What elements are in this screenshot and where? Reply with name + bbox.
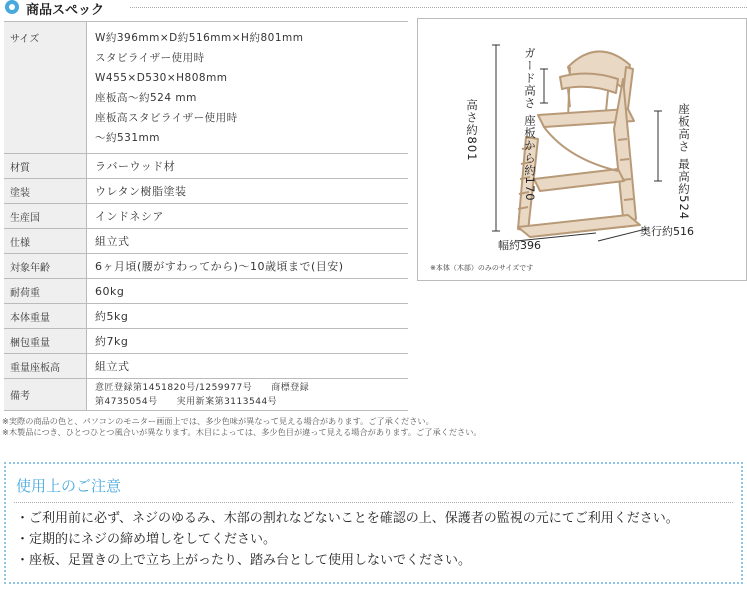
size-line: 座板高〜約524 mm xyxy=(95,91,197,104)
seat-height-label: 座板高さ 最高約524 xyxy=(677,103,691,221)
table-row-size xyxy=(4,22,408,154)
size-line: 座板高スタビライザー使用時 xyxy=(95,111,238,124)
table-row xyxy=(4,179,408,204)
height-label: 高さ約801 xyxy=(465,99,479,162)
table-row xyxy=(4,354,408,379)
table-row xyxy=(4,329,408,354)
table-row xyxy=(4,229,408,254)
row-label: 材質 xyxy=(4,154,87,179)
section-title: 商品スペック xyxy=(26,3,105,18)
row-value: ウレタン樹脂塗装 xyxy=(87,179,409,204)
row-label: サイズ xyxy=(4,22,87,154)
row-value: 約7kg xyxy=(87,329,409,354)
spec-table xyxy=(4,21,408,411)
chair-dimension-figure xyxy=(417,18,747,281)
list-item: ・定期的にネジの締め増しをしてください。 xyxy=(16,532,277,547)
table-row xyxy=(4,279,408,304)
row-value: ラバーウッド材 xyxy=(87,154,409,179)
row-value: 6ヶ月頃(腰がすわってから)〜10歳頃まで(目安) xyxy=(87,254,409,279)
size-line: スタビライザー使用時 xyxy=(95,51,205,64)
width-label: 幅約396 xyxy=(498,239,541,252)
depth-label: 奥行約516 xyxy=(640,225,694,238)
row-value: インドネシア xyxy=(87,204,409,229)
row-value: 組立式 xyxy=(87,354,409,379)
table-row xyxy=(4,154,408,179)
spec-header xyxy=(0,0,747,16)
row-label: 重量座板高 xyxy=(4,354,87,379)
list-item: ・座板、足置きの上で立ち上がったり、踏み台として使用しないでください。 xyxy=(16,553,472,568)
table-row xyxy=(4,304,408,329)
figure-note: ※本体（木部）のみのサイズです xyxy=(430,264,534,272)
size-line: 〜約531mm xyxy=(95,131,160,144)
caution-divider xyxy=(14,502,733,503)
remarks-line: 意匠登録第1451820号/1259977号 商標登録 xyxy=(95,382,310,393)
table-row xyxy=(4,254,408,279)
guard-height-label: ガード高さ 座板から約170 xyxy=(523,47,537,202)
row-value: 約5kg xyxy=(87,304,409,329)
row-label: 備考 xyxy=(4,379,87,411)
row-label: 仕様 xyxy=(4,229,87,254)
row-label: 耐荷重 xyxy=(4,279,87,304)
table-row-remarks xyxy=(4,379,408,411)
circle-bullet-icon xyxy=(5,0,19,14)
caution-list xyxy=(16,508,679,571)
row-label: 梱包重量 xyxy=(4,329,87,354)
size-value xyxy=(87,22,409,154)
caution-title: 使用上のご注意 xyxy=(16,477,122,495)
row-label: 対象年齢 xyxy=(4,254,87,279)
remarks-line: 第4735054号 実用新案第3113544号 xyxy=(95,396,278,407)
row-value: 組立式 xyxy=(87,229,409,254)
disclaimer-notes xyxy=(2,416,482,438)
remarks-value xyxy=(87,379,409,411)
caution-box xyxy=(4,462,743,584)
table-row xyxy=(4,204,408,229)
note-line: ※木製品につき、ひとつひとつ風合いが異なります。木目によっては、多少色目が違って見える場合があります。ご了承ください。 xyxy=(2,427,482,437)
note-line: ※実際の商品の色と、パソコンのモニター画面上では、多少色味が異なって見える場合があります。ご了承ください。 xyxy=(2,416,434,426)
header-divider xyxy=(130,7,747,8)
size-line: W約396mm×D約516mm×H約801mm xyxy=(95,31,304,44)
row-label: 生産国 xyxy=(4,204,87,229)
list-item: ・ご利用前に必ず、ネジのゆるみ、木部の割れなどないことを確認の上、保護者の監視の元にてご利用ください。 xyxy=(16,511,679,526)
row-value: 60kg xyxy=(87,279,409,304)
row-label: 塗装 xyxy=(4,179,87,204)
row-label: 本体重量 xyxy=(4,304,87,329)
size-line: W455×D530×H808mm xyxy=(95,71,228,84)
